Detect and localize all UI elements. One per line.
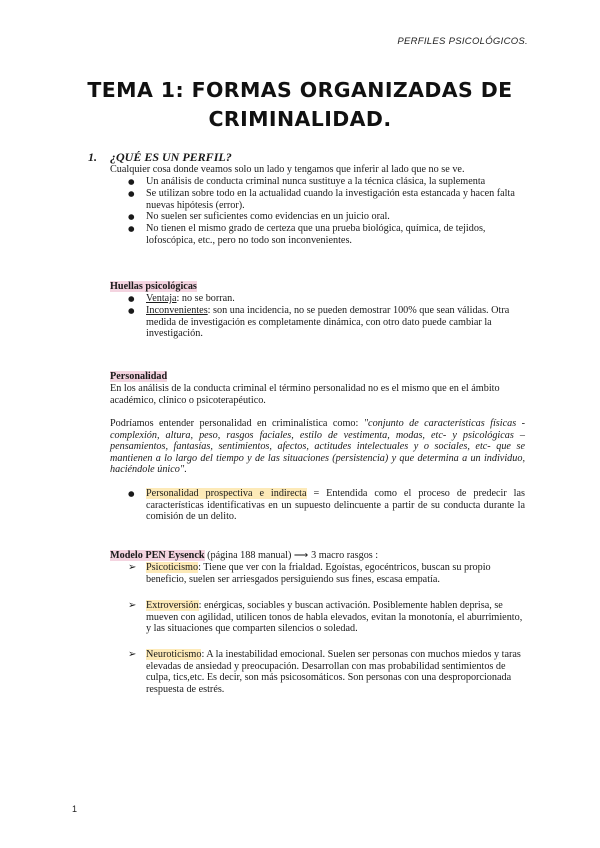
list-item: Ventaja: no se borran. xyxy=(146,293,235,304)
list-item: No tienen el mismo grado de certeza que una prueba biológica, química, de tejidos, lofoscópica, etc., pero no todo son inconvenientes. xyxy=(146,223,486,246)
bullet-icon: ● xyxy=(128,294,135,303)
bullet-icon: ● xyxy=(128,306,135,315)
page-title xyxy=(60,76,540,134)
bullet-icon: ● xyxy=(128,189,135,198)
list-item: Personalidad prospectiva e indirecta = Entendida como el proceso de predecir las características identificativas en un supuesto delincuente a partir de su conducta durante la comisión de un delito. xyxy=(146,488,525,522)
page-number: 1 xyxy=(72,804,78,814)
running-header: PERFILES PSICOLÓGICOS. xyxy=(397,36,528,47)
list-item: Inconvenientes: son una incidencia, no se pueden demostrar 100% que sean válidas. Otra medida de investigación es completamente dinámica, con otro dato puede cambiar la investigación. xyxy=(146,305,510,339)
list-item: Se utilizan sobre todo en la actualidad cuando la investigación esta estancada y hacen falta nuevas hipótesis (error). xyxy=(146,188,515,211)
personalidad-paragraph-2: Podríamos entender personalidad en criminalística como: "conjunto de características físicas -complexión, altura, peso, rasgos faciales, estilo de vestimenta, modas, etc- y psicológicas – pensamientos, fantasías, sentimientos, afectos, actitudes intelectuales y o sociales, etc- que se mantienen a lo largo del tiempo y de las situaciones (persistencia) y que determina a un individuo, haciéndole único". xyxy=(110,418,525,475)
title-line-1: TEMA 1: FORMAS ORGANIZADAS DE xyxy=(87,78,513,102)
personalidad-heading: Personalidad xyxy=(110,371,168,382)
list-item: Psicoticismo: Tiene que ver con la frialdad. Egoístas, egocéntricos, buscan su propio beneficio, suelen ser arriesgados persiguiendo sus fines, escasa empatía. xyxy=(146,562,491,585)
arrow-bullet-icon: ➢ xyxy=(128,600,137,611)
list-item: Neuroticismo: A la inestabilidad emocional. Suelen ser personas con muchos miedos y taras elevadas de ansiedad y preocupación. Desarrollan con mas probabilidad sentimientos de culpa, tics,etc. Es decir, son más psicosomáticos. Son personas con una desproporcionada respuesta de estrés. xyxy=(146,649,521,695)
bullet-icon: ● xyxy=(128,224,135,233)
arrow-bullet-icon: ➢ xyxy=(128,562,137,573)
pen-heading: Modelo PEN Eysenck (página 188 manual) ⟶ 3 macro rasgos : xyxy=(110,550,379,561)
arrow-bullet-icon: ➢ xyxy=(128,649,137,660)
title-line-2: CRIMINALIDAD. xyxy=(208,107,392,131)
section-number: 1. xyxy=(88,150,97,164)
huellas-heading: Huellas psicológicas xyxy=(110,281,197,292)
personalidad-paragraph-1: En los análisis de la conducta criminal el término personalidad no es el mismo que en el ámbito académico, clínico o psicoterapéutico. xyxy=(110,383,500,406)
bullet-icon: ● xyxy=(128,212,135,221)
section-intro: Cualquier cosa donde veamos solo un lado y tengamos que inferir al lado que no se ve. xyxy=(110,164,465,175)
list-item: Un análisis de conducta criminal nunca sustituye a la técnica clásica, la suplementa xyxy=(146,176,486,187)
bullet-icon: ● xyxy=(128,177,135,186)
list-item: No suelen ser suficientes como evidencias en un juicio oral. xyxy=(146,211,390,222)
bullet-icon: ● xyxy=(128,489,135,498)
list-item: Extroversión: enérgicas, sociables y buscan activación. Posiblemente hablen deprisa, se mueven con agilidad, utilicen tonos de habla elevados, evitan la monotonía, el aburrimiento, y las situaciones que comparten silencios o soledad. xyxy=(146,600,523,634)
section-title: ¿QUÉ ES UN PERFIL? xyxy=(110,150,232,164)
